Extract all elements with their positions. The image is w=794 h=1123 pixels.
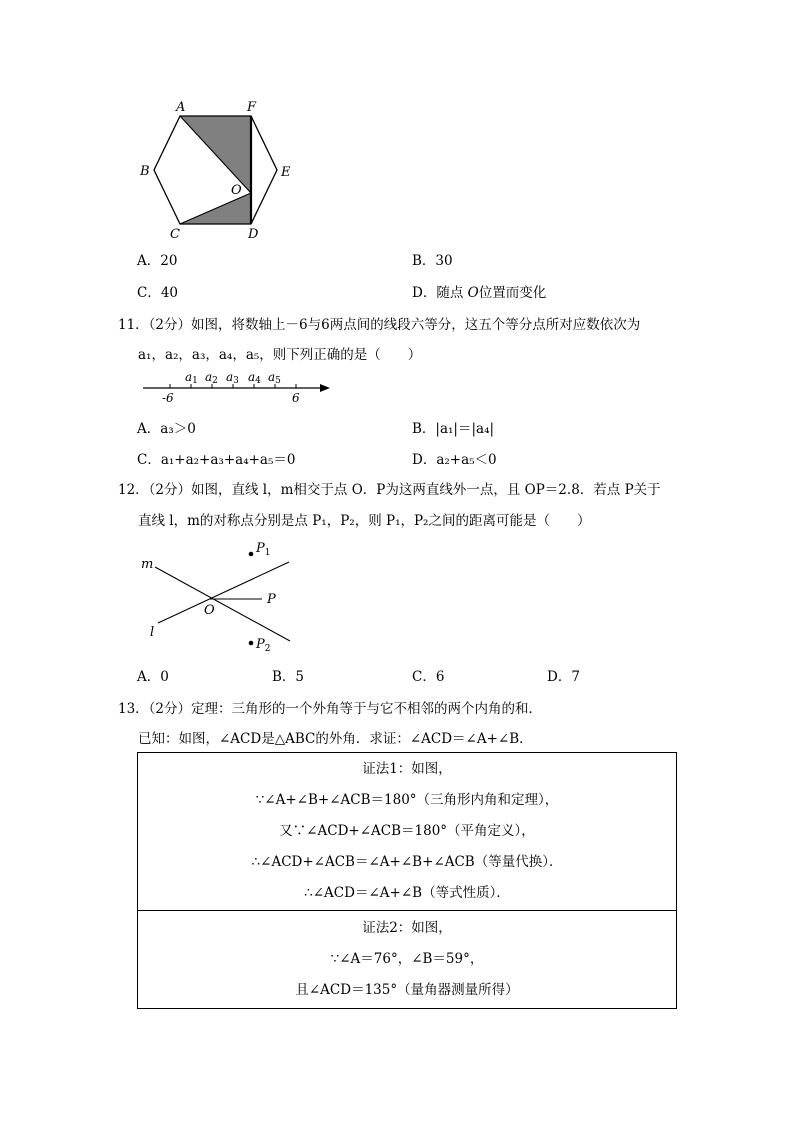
tick-a4: a4 xyxy=(248,370,261,386)
q10-option-b: B．30 xyxy=(412,253,453,269)
q13-stem-line1: 13．（2分）定理：三角形的一个外角等于与它不相邻的两个内角的和． xyxy=(118,701,543,717)
label-e: E xyxy=(281,165,291,180)
q10-option-a: A．20 xyxy=(137,253,178,269)
q11-stem-line2: a₁，a₂，a₃，a₄，a₅，则下列正确的是（ ） xyxy=(138,347,422,363)
point-p2 xyxy=(249,641,254,646)
q11-option-a: A．a₃＞0 xyxy=(137,421,196,437)
q12-option-b: B．5 xyxy=(272,669,305,685)
proof-2-row xyxy=(138,911,677,1009)
tick-a1: a1 xyxy=(185,370,198,386)
proof-2-line: ∵∠A＝76°，∠B＝59°， xyxy=(330,951,484,967)
q11-option-b: B．|a₁|＝|a₄| xyxy=(412,421,495,437)
q12-option-d: D．7 xyxy=(547,669,580,685)
label-d: D xyxy=(248,227,259,242)
proof-1-line: ∴∠ACD＝∠A+∠B（等式性质）． xyxy=(304,885,510,901)
q11-option-c: C．a₁+a₂+a₃+a₄+a₅＝0 xyxy=(137,452,296,468)
proof-1-row xyxy=(138,753,677,911)
label-o: O xyxy=(231,183,242,198)
proof-1-line: 又∵∠ACD+∠ACB＝180°（平角定义）， xyxy=(279,823,535,839)
q12-option-c: C．6 xyxy=(412,669,445,685)
label-o2: O xyxy=(204,603,215,618)
q13-stem-line2: 已知：如图，∠ACD是△ABC的外角．求证：∠ACD＝∠A+∠B． xyxy=(138,731,533,747)
tick-minus6: -6 xyxy=(162,391,174,405)
label-c: C xyxy=(170,227,180,242)
proof-1-line: 证法1：如图， xyxy=(362,761,452,777)
point-p1 xyxy=(249,552,254,557)
q10-option-c: C．40 xyxy=(137,285,179,301)
tick-a2: a2 xyxy=(205,370,218,386)
label-b: B xyxy=(140,164,150,179)
q11-stem-line1: 11．（2分）如图，将数轴上－6与6两点间的线段六等分，这五个等分点所对应数依次为 xyxy=(118,317,641,333)
q11-option-d: D．a₂+a₅＜0 xyxy=(412,452,497,468)
proof-2-line: 且∠ACD＝135°（量角器测量所得） xyxy=(295,982,519,998)
q10-option-d-suffix: 位置而变化 xyxy=(478,285,547,301)
label-m: m xyxy=(141,557,154,572)
q10-option-d-prefix: D．随点 xyxy=(412,285,468,301)
label-p: P xyxy=(267,592,276,607)
proof-1-line: ∵∠A+∠B+∠ACB＝180°（三角形内角和定理）， xyxy=(255,792,559,808)
q12-stem-line1: 12．（2分）如图，直线 l，m相交于点 O．P为这两直线外一点，且 OP＝2.8．若点 P关于 xyxy=(118,482,661,498)
label-a: A xyxy=(176,100,186,115)
proof-2-line: 证法2：如图， xyxy=(362,920,452,936)
label-p1: $P_1$ xyxy=(256,541,271,558)
proof-2-cell xyxy=(138,911,677,1009)
tick-a5: a5 xyxy=(268,370,281,386)
proof-1-line: ∴∠ACD+∠ACB＝∠A+∠B+∠ACB（等量代换）． xyxy=(251,854,563,870)
label-f: F xyxy=(247,100,257,115)
proof-1-cell xyxy=(138,753,677,911)
tick-6: 6 xyxy=(292,391,300,405)
q10-option-d-var: O xyxy=(467,285,479,301)
label-l: l xyxy=(150,625,155,640)
label-p2: $P_2$ xyxy=(256,637,271,654)
tick-a3: a3 xyxy=(226,370,239,386)
proof-table xyxy=(137,752,677,1009)
q12-stem-line2: 直线 l，m的对称点分别是点 P₁，P₂，则 P₁，P₂之间的距离可能是（ ） xyxy=(138,513,591,529)
q12-option-a: A．0 xyxy=(137,669,169,685)
